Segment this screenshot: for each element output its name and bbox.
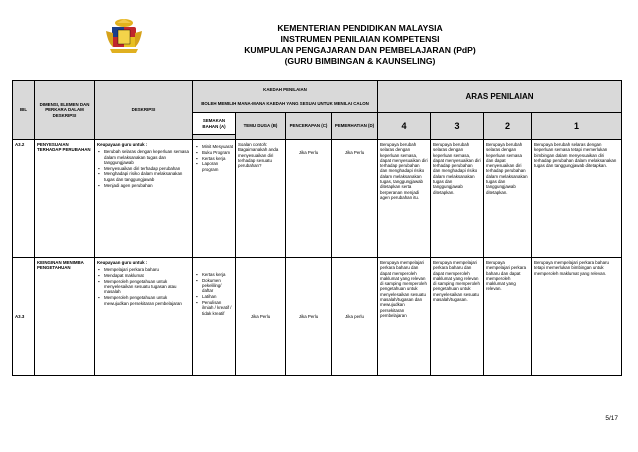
desc-item: ▪ Mendapat maklumat bbox=[104, 273, 190, 278]
header-line-role: (GURU BIMBINGAN & KAUNSELING) bbox=[284, 56, 436, 66]
row-aras-2: Berupaya berubah selaras dengan keperluan semasa dan dapat menyesuaikan diri terhadap perubahan dalam melaksanakan tugas dan tanggungjawab ditetapkan. bbox=[484, 140, 532, 258]
row-semakan-bahan bbox=[193, 258, 236, 376]
bahan-item: ▪ Buku Program bbox=[202, 150, 233, 155]
header-aras-penilaian: ARAS PENILAIAN bbox=[378, 81, 622, 113]
bahan-item: ▪ Laporan program bbox=[202, 161, 233, 172]
row-dimensi: KEINGINAN MENIMBA PENGETAHUAN bbox=[35, 258, 95, 376]
bahan-item: ▪ Kertas kerja bbox=[202, 156, 233, 161]
desc-intro: Keupayaan guru untuk : bbox=[97, 142, 148, 147]
row-dimensi: PENYESUAIAN TERHADAP PERUBAHAN bbox=[35, 140, 95, 258]
header-line-instrument: INSTRUMEN PENILAIAN KOMPETENSI bbox=[280, 34, 440, 44]
row-aras-4: Berupaya berubah selaras dengan keperluan semasa, dapat menyesuaikan diri terhadap perubahan dan menghadapi risiko dalam melaksanakan tugas, tanggungjawab ditetapkan serta berperanan menjadi agen perubahan itu. bbox=[378, 140, 431, 258]
table-row bbox=[13, 258, 622, 376]
header-kaedah bbox=[193, 81, 378, 113]
header-dimensi: DIMENSI, ELEMEN DAN PERKARA DALAM DESKRIPSI bbox=[35, 81, 95, 140]
row-pemerhatian: Jika perlu bbox=[332, 258, 378, 376]
table-row bbox=[13, 140, 622, 258]
desc-item: ▪ Berubah selaras dengan keperluan semasa dalam melaksanakan tugas dan tanggungjawab bbox=[104, 149, 190, 165]
row-aras-3: Berupaya berubah selaras dengan keperluan semasa, dapat menyesuaikan diri terhadap perubahan dan menghadapi risiko dalam melaksanakan tugas dan tanggungjawab ditetapkan. bbox=[431, 140, 484, 258]
page-number: 5/17 bbox=[605, 415, 618, 422]
row-aras-2: Berupaya mempelajari perkara baharu dan dapat memperoleh maklumat yang relevan. bbox=[484, 258, 532, 376]
row-aras-1: Berupaya berubah selaras dengan keperluan semasa tetapi memerlukan bimbingan dalam menyesuaikan diri terhadap perubahan dalam melaksanakan tugas dan tanggungjawab ditetapkan. bbox=[532, 140, 622, 258]
header-line-group: KUMPULAN PENGAJARAN DAN PEMBELAJARAN (PdP) bbox=[244, 45, 476, 55]
bahan-item: ▪ Kertas kerja bbox=[202, 272, 233, 277]
aras-1: 1 bbox=[532, 113, 622, 140]
row-pemerhatian: Jika Perlu bbox=[332, 140, 378, 258]
desc-item: ▪ Mempelajari perkara baharu bbox=[104, 267, 190, 272]
header-bil: BIL bbox=[13, 81, 35, 140]
row-deskripsi bbox=[95, 258, 193, 376]
assessment-table bbox=[12, 80, 622, 376]
header-temu-duga: TEMU DUGA (B) bbox=[236, 113, 286, 140]
header-deskripsi: DESKRIPSI bbox=[95, 81, 193, 140]
bahan-item: ▪ Minit Mesyuarat bbox=[202, 144, 233, 149]
malaysia-crest-logo bbox=[104, 17, 144, 57]
aras-2: 2 bbox=[484, 113, 532, 140]
row-temu-duga: Soalan contoh: Bagaimanakah anda menyesuaikan diri terhadap sesuatu perubahan? bbox=[236, 140, 286, 258]
row-aras-3: Berupaya mempelajari perkara baharu dan dapat memperoleh maklumat yang relevan di samping memperoleh pengetahuan untuk menyelesaikan sesuatu masalah/tugasan. bbox=[431, 258, 484, 376]
row-pencerapan: Jika Perlu bbox=[286, 140, 332, 258]
row-aras-4: Berupaya mempelajari perkara baharu dan dapat memperoleh maklumat yang relevan di samping memperoleh pengetahuan untuk menyelesaikan sesuatu masalah/tugasan dan mewujudkan persekitaran pembelajaran bbox=[378, 258, 431, 376]
kaedah-subtitle: BOLEH MEMILIH MANA-MANA KAEDAH YANG SESUAI UNTUK MENILAI CALON bbox=[201, 100, 369, 106]
desc-item: ▪ Menghadapi risiko dalam melaksanakan tugas dan tanggungjawab bbox=[104, 171, 190, 182]
row-pencerapan: Jika Perlu bbox=[286, 258, 332, 376]
kaedah-title: KAEDAH PENILAIAN bbox=[263, 87, 307, 93]
desc-item: ▪ Memperoleh pengetahuan untuk menyelesaikan sesuatu tugasan atau masalah bbox=[104, 279, 190, 295]
header-pencerapan: PENCERAPAN (C) bbox=[286, 113, 332, 140]
header-line-ministry: KEMENTERIAN PENDIDIKAN MALAYSIA bbox=[277, 23, 443, 33]
desc-item: ▪ Menjadi agen perubahan bbox=[104, 183, 190, 188]
row-semakan-bahan bbox=[193, 140, 236, 258]
desc-item: ▪ Menyesuaikan diri terhadap perubahan bbox=[104, 166, 190, 171]
aras-4: 4 bbox=[378, 113, 431, 140]
row-bil: A3.3 bbox=[13, 258, 35, 376]
header-semakan-bahan: SEMAKAN BAHAN (A) bbox=[193, 113, 236, 135]
bahan-item: ▪ Latihan bbox=[202, 294, 233, 299]
row-aras-1: Berupaya mempelajari perkara baharu tetapi memerlukan bimbingan untuk memperoleh maklumat yang relevan. bbox=[532, 258, 622, 376]
row-bil: A3.2 bbox=[13, 140, 35, 258]
aras-3: 3 bbox=[431, 113, 484, 140]
bahan-item: ▪ Dokumen pekeliling/ daftar bbox=[202, 278, 233, 294]
bahan-item: ▪ Penulisan ilmiah / kreatif / tidak kreatif bbox=[202, 300, 233, 316]
desc-item: ▪ Memperoleh pengetahuan untuk mewujudkan persekitaran pembelajaran bbox=[104, 295, 190, 306]
row-temu-duga: Jika Perlu bbox=[236, 258, 286, 376]
header-pemerhatian: PEMERHATIAN (D) bbox=[332, 113, 378, 140]
row-deskripsi bbox=[95, 140, 193, 258]
desc-intro: Keupayaan guru untuk : bbox=[97, 260, 148, 265]
